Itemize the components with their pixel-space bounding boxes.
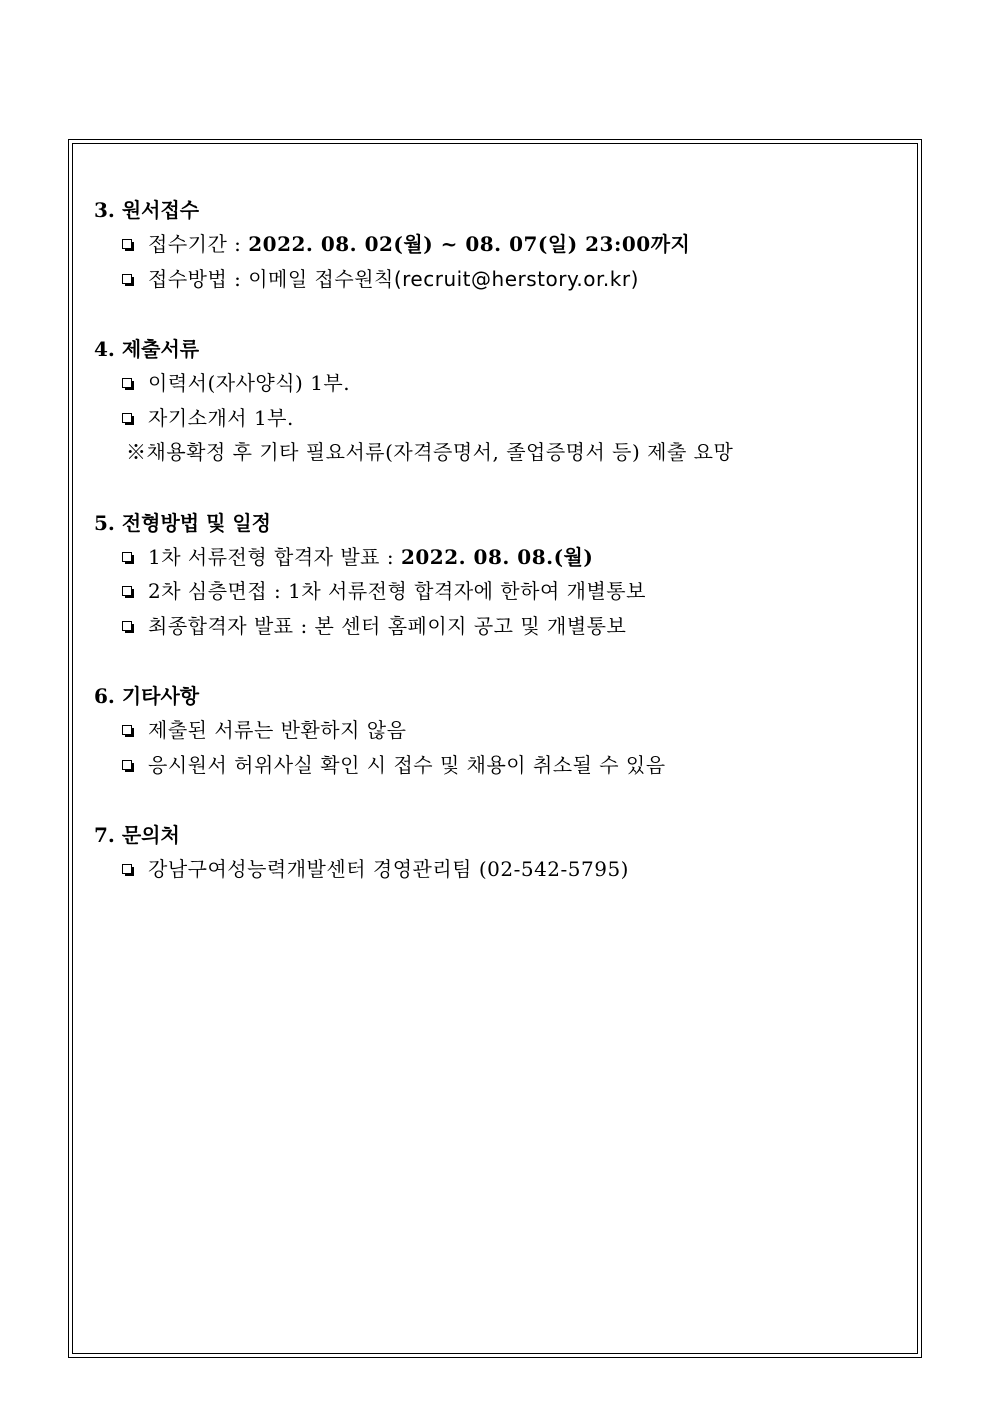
email-address: (recruit@herstory.or.kr) bbox=[393, 266, 639, 291]
checkbox-bullet-icon bbox=[122, 586, 132, 596]
section-heading: 3. 원서접수 bbox=[94, 198, 200, 222]
checkbox-bullet-icon bbox=[122, 621, 132, 631]
section-heading: 7. 문의처 bbox=[94, 823, 180, 847]
list-item bbox=[94, 227, 894, 262]
list-item bbox=[94, 713, 894, 748]
section-heading: 4. 제출서류 bbox=[94, 337, 200, 361]
checkbox-bullet-icon bbox=[122, 413, 132, 423]
checkbox-bullet-icon bbox=[122, 552, 132, 562]
item-label: 제출된 서류는 반환하지 않음 bbox=[148, 718, 407, 742]
item-label: 2차 심층면접 : 1차 서류전형 합격자에 한하여 개별통보 bbox=[148, 579, 646, 603]
item-label: 접수방법 : 이메일 접수원칙 bbox=[148, 266, 394, 291]
item-label: 최종합격자 발표 : 본 센터 홈페이지 공고 및 개별통보 bbox=[148, 613, 627, 638]
checkbox-bullet-icon bbox=[122, 378, 132, 388]
list-item bbox=[94, 852, 894, 887]
checkbox-bullet-icon bbox=[122, 760, 132, 770]
document-body bbox=[94, 193, 894, 923]
note-text: ※채용확정 후 기타 필요서류(자격증명서, 졸업증명서 등) 제출 요망 bbox=[126, 440, 734, 464]
item-label: 강남구여성능력개발센터 경영관리팀 (02-542-5795) bbox=[148, 857, 629, 881]
checkbox-bullet-icon bbox=[122, 239, 132, 249]
section-selection bbox=[94, 506, 894, 644]
list-item bbox=[94, 748, 894, 783]
section-heading: 5. 전형방법 및 일정 bbox=[94, 510, 272, 535]
item-label: 접수기간 : bbox=[148, 232, 249, 256]
section-misc bbox=[94, 679, 894, 782]
list-item bbox=[94, 262, 894, 297]
checkbox-bullet-icon bbox=[122, 274, 132, 284]
checkbox-bullet-icon bbox=[122, 864, 132, 874]
section-contact bbox=[94, 818, 894, 887]
section-documents bbox=[94, 332, 894, 470]
item-label: 응시원서 허위사실 확인 시 접수 및 채용이 취소될 수 있음 bbox=[148, 752, 666, 777]
section-application bbox=[94, 193, 894, 296]
list-item bbox=[94, 401, 894, 436]
list-item bbox=[94, 540, 894, 575]
item-label: 자기소개서 1부. bbox=[148, 405, 294, 430]
item-value: 2022. 08. 02(월) ~ 08. 07(일) 23:00까지 bbox=[248, 232, 691, 256]
item-label: 이력서(자사양식) 1부. bbox=[148, 371, 351, 395]
item-value: 2022. 08. 08.(월) bbox=[400, 544, 594, 569]
checkbox-bullet-icon bbox=[122, 725, 132, 735]
item-label: 1차 서류전형 합격자 발표 : bbox=[148, 544, 401, 569]
list-item bbox=[94, 574, 894, 609]
list-item bbox=[94, 609, 894, 644]
section-heading: 6. 기타사항 bbox=[94, 684, 200, 708]
list-item bbox=[94, 366, 894, 401]
